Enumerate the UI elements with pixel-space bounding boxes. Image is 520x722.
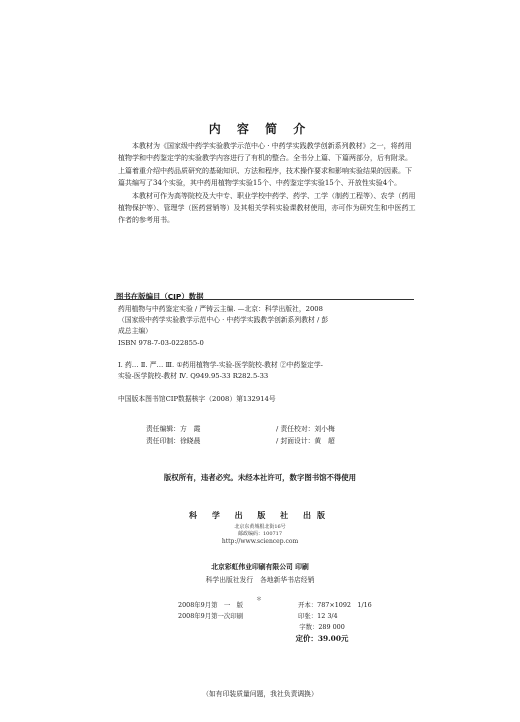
cip-line: 药用植物与中药鉴定实验 / 严铸云主编. —北京：科学出版社，2008 <box>118 305 323 313</box>
summary-paragraph: 本教材为《国家级中药学实验教学示范中心 · 中药学实践教学创新系列教材》之一，将药用植物学和中药鉴定学的实验教学内容进行了有机的整合。全书分上篇、下篇两部分，后有附录。上篇着重介绍中药品质研究的基础知识、方法和程序，技术操作要求和影响实验结果的因素。下篇共编写了34个实验，其中药用植物学实验15个、中药鉴定学实验15个、开放性实验4个。 <box>118 142 412 188</box>
printing-line: 2008年9月第一次印刷 <box>178 612 244 620</box>
printing-credit: 责任印制：徐晓晨 <box>146 437 201 445</box>
cip-block <box>114 299 414 432</box>
postcode-line: 邮政编码：100717 <box>237 531 283 537</box>
editor-credit: 责任编辑：方 霞 <box>146 425 201 433</box>
proofreader-credit: / 责任校对：刘小梅 <box>276 425 335 433</box>
summary-text <box>118 140 418 227</box>
summary-paragraph: 本教材可作为高等院校及大中专、职业学校中药学、药学、工学（制药工程等）、农学（药用植物保护等）、管理学（医药营销等）及其相关学科实验课教材使用，亦可作为研究生和中医药工作者的参考用书。 <box>118 191 416 225</box>
staff-credits <box>118 423 418 447</box>
cip-line <box>118 382 410 393</box>
copyright-notice: 版权所有，违者必究。未经本社许可，数字图书馆不得使用 <box>163 473 357 482</box>
address-line: 北京东黄城根北街16号 <box>234 524 286 530</box>
word-count: 字数：289 000 <box>299 623 345 631</box>
cip-line: 实验-医学院校-教材 Ⅳ. Q949.95-33 R282.5-33 <box>118 372 269 381</box>
website-line: http://www.sciencep.com <box>221 538 299 545</box>
cip-line: （国家级中药学实验教学示范中心 · 中药学实践教学创新系列教材 / 彭 <box>118 316 329 325</box>
cip-line: ISBN 978-7-03-022855-0 <box>118 338 204 347</box>
separator-mark: ＊ <box>256 596 263 603</box>
distributor-line: 科学出版社发行 各地新华书店经销 <box>205 576 315 584</box>
edition-info <box>118 600 418 644</box>
quality-note: （如有印装质量问题，我社负责调换） <box>202 690 318 698</box>
cip-line <box>118 349 410 360</box>
cip-line: 中国版本图书馆CIP数据核字（2008）第132914号 <box>118 394 276 403</box>
cip-line: 成总主编） <box>118 327 152 336</box>
publisher-name: 科 学 出 版 社 出版 <box>189 510 331 520</box>
printer-line: 北京彩虹伟业印刷有限公司 印刷 <box>211 563 309 571</box>
format-line: 开本：787×1092 1/16 <box>298 601 372 609</box>
publisher-address <box>0 524 520 545</box>
cover-design-credit: / 封面设计：黄 超 <box>276 437 335 445</box>
sheets-line: 印张：12 3/4 <box>298 612 338 620</box>
cip-line: Ⅰ. 药… Ⅱ. 严… Ⅲ. ①药用植物学-实验-医学院校-教材 ②中药鉴定学- <box>118 361 323 370</box>
cip-heading: 图书在版编目（CIP）数据 <box>116 292 204 301</box>
price: 定价：39.00元 <box>295 634 349 643</box>
summary-title: 内 容 简 介 <box>208 122 312 136</box>
edition-line: 2008年9月第 一 版 <box>178 601 244 609</box>
